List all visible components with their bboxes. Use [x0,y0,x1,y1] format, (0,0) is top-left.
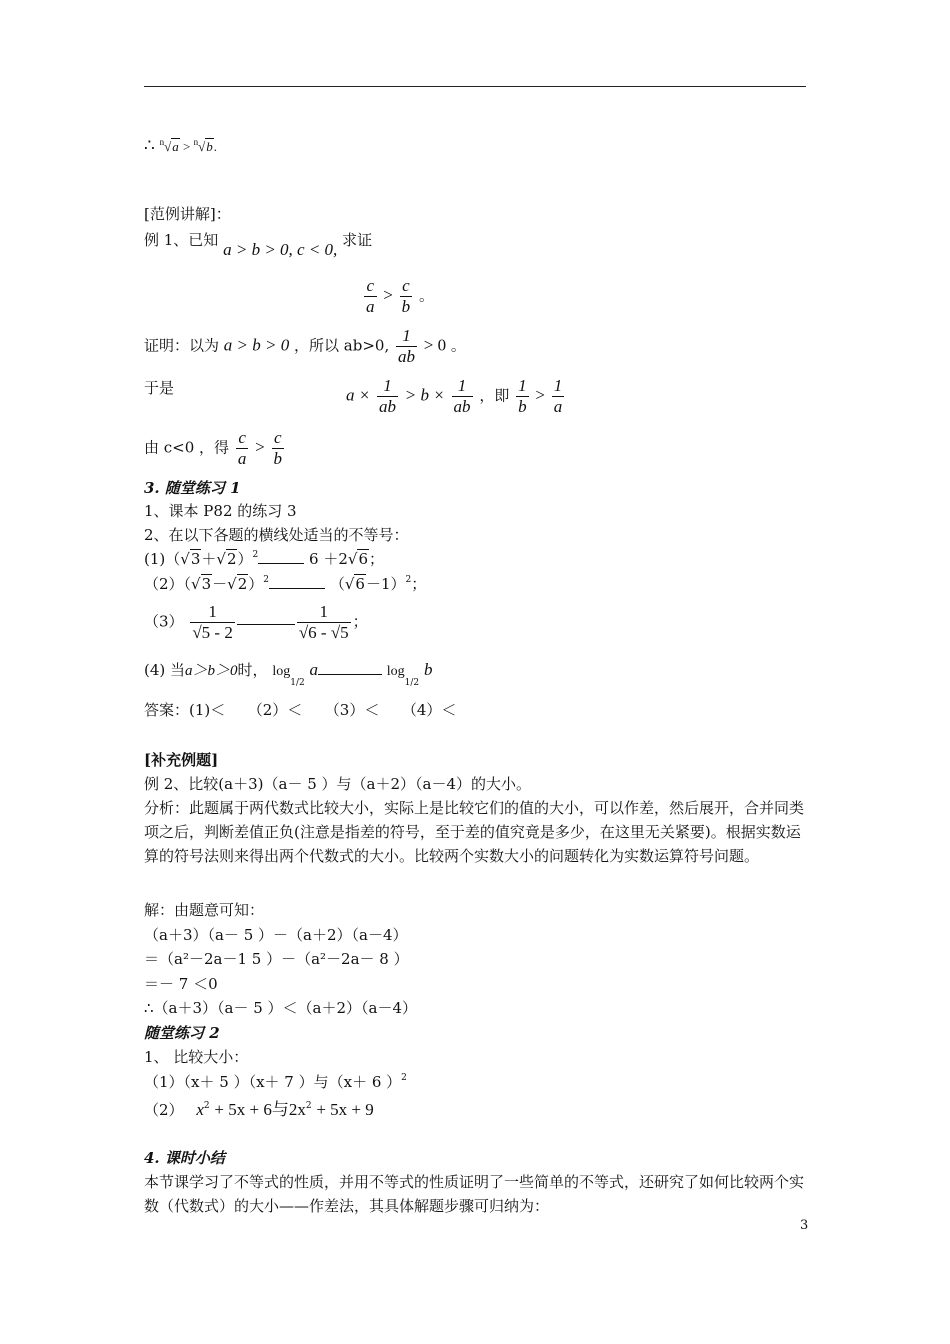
supplement-title: [补充例题] [144,751,219,769]
example-header: [范例讲解]： [144,205,231,223]
practice1-q1: $(1)(√3+√2)^2$ 6 ＋2√6； [144,550,384,568]
practice1-item2: 2、在以下各题的横线处适当的不等号： [144,526,409,544]
yushi-label: 于是 [144,379,175,397]
example1-statement: 例 1、已知 a > b > 0, c < 0, 求证 [144,231,373,259]
solution-intro: 解：由题意可知： [144,901,265,919]
proof-line: 证明：以为 a > b > 0 ，所以 ab>0, $\frac{1}{ab}$ > 0 。 [144,326,466,366]
practice1-q4: (4) 当a＞b＞0时， $\log_{1/2} a$ $\log_{1/2} b$ [144,660,433,688]
yushi-expression: a × $\frac{1}{ab}$ > b × $\frac{1}{ab}$ ，即 $\frac{1}{b}$ > $\frac{1}{a}$ [346,376,563,416]
example2-statement: 例 2、比较(a＋3)（a－ 5 ）与（a＋2）（a－4）的大小。 [144,775,531,793]
page-number: 3 [800,1218,809,1233]
solution-step3: ＝－ 7 ＜0 [144,975,218,993]
example2-analysis: 分析：此题属于两代数式比较大小，实际上是比较它们的值的大小，可以作差，然后展开，合并同类项之后，判断差值正负(注意是指差的符号，至于差的值究竟是多少，在这里无关紧要)。根据实数运算的符号法则来得出两个代数式的大小。比较两个实数大小的问题转化为实数运算符号问题。 [144,799,805,865]
summary-title: 4. 课时小结 [144,1149,225,1167]
therefore-line: ∴ $^n$√a > $^n$√b. [144,136,217,156]
practice2-title: 随堂练习 2 [144,1024,220,1042]
practice1-q2: $(2)(√3-√2)^2$ $(√6-1)^2$； [144,575,427,593]
solution-step4: ∴（a＋3）（a－ 5 ）＜（a＋2）（a－4） [144,999,418,1017]
practice2-item1: 1、 比较大小： [144,1048,249,1066]
practice2-q2: （2） $x^2 + 5x + 6$与$2x^2 + 5x + 9$ [144,1100,374,1119]
practice2-q1: （1）（x＋ 5 ）（x＋ 7 ）与（x＋ 6 ）$^2$ [144,1073,407,1091]
example1-claim: $\frac{c}{a}$ > $\frac{c}{b}$ 。 [366,276,434,316]
practice1-q3: （3） $\frac{1}{√5 - 2}$ $\frac{1}{√6 - √5}$ ； [144,602,368,642]
practice1-item1: 1、课本 P82 的练习 3 [144,502,297,520]
practice1-answer: 答案：(1)＜ （2）＜ （3）＜ （4）＜ [144,701,457,719]
summary-text: 本节课学习了不等式的性质，并用不等式的性质证明了一些简单的不等式，还研究了如何比较两个实数（代数式）的大小——作差法，其具体解题步骤可归纳为： [144,1173,805,1215]
header-rule [144,86,806,87]
solution-step1: （a＋3）（a－ 5 ）－（a＋2）（a－4） [144,926,408,944]
youc-line: 由 c<0 ，得 $\frac{c}{a}$ > $\frac{c}{b}$ [144,428,282,468]
practice1-title: 3. 随堂练习 1 [144,479,241,497]
solution-step2: ＝（a²－2a－1 5 ）－（a²－2a－ 8 ） [144,950,409,968]
